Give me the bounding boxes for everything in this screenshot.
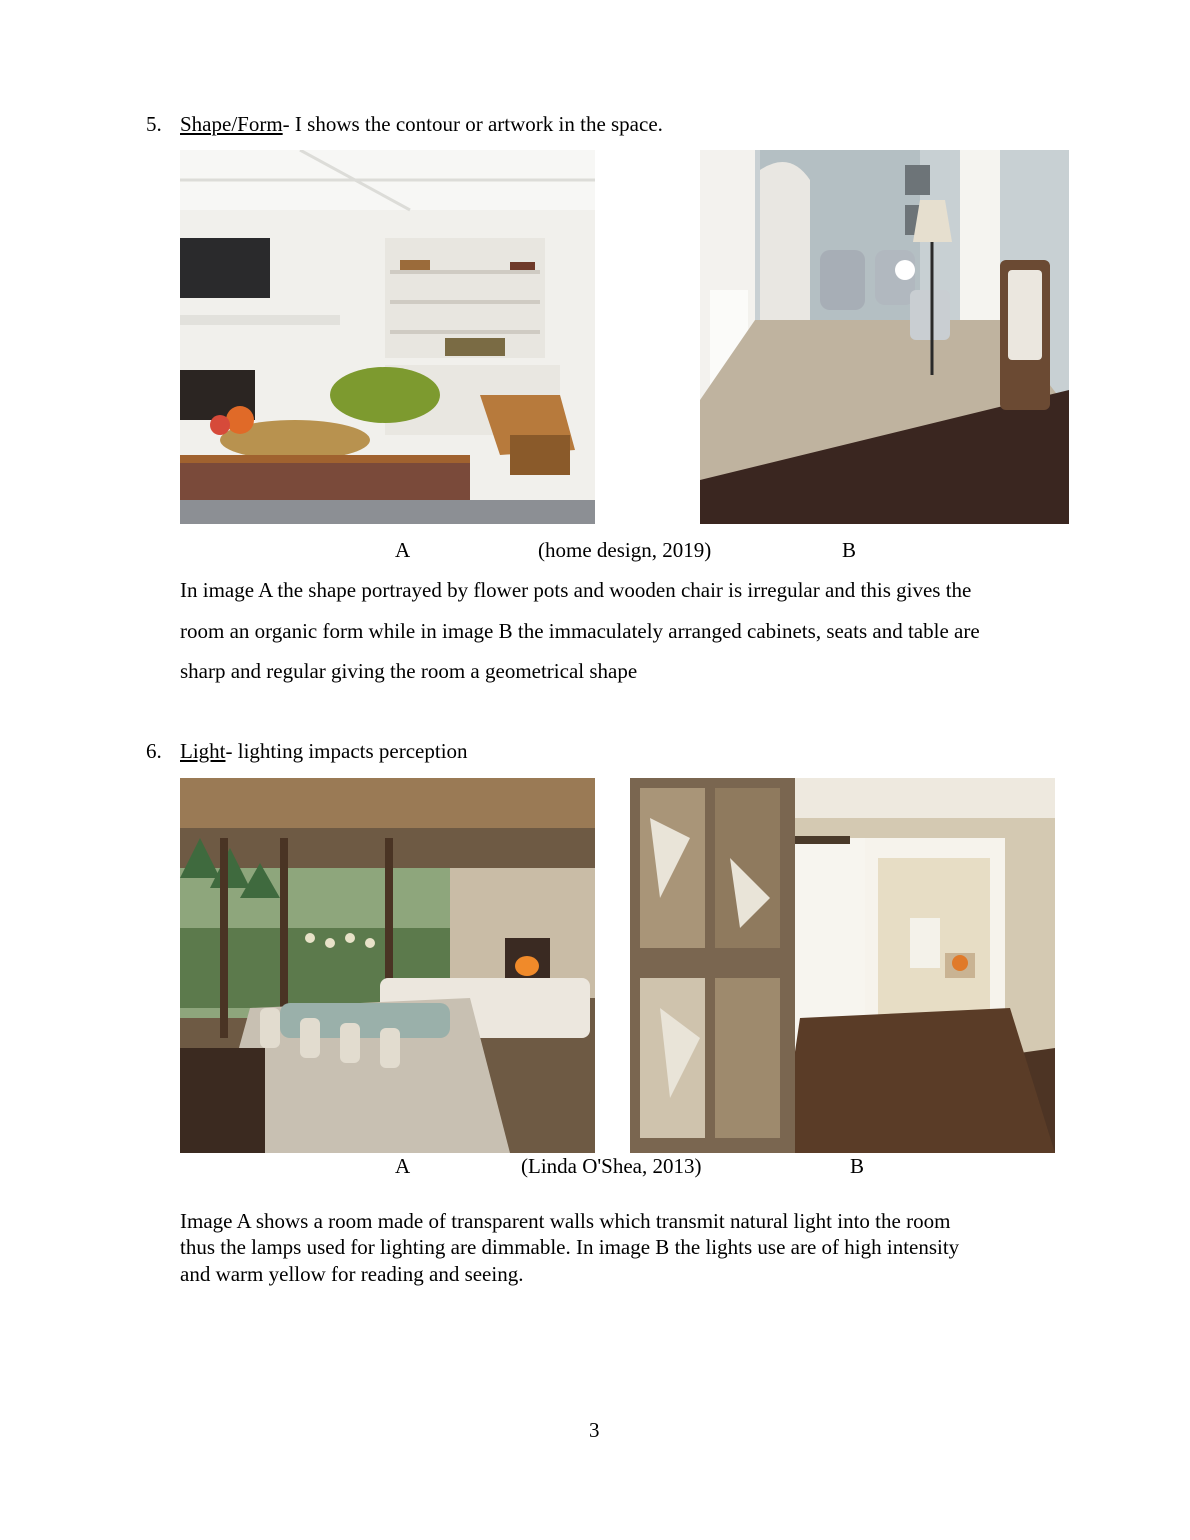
section-6-heading-term: Light: [180, 739, 226, 763]
paragraph-line: sharp and regular giving the room a geometrical shape: [180, 659, 638, 683]
image-label-a: A: [395, 1154, 411, 1178]
image-label-a: A: [395, 538, 411, 562]
paragraph-line: Image A shows a room made of transparent walls which transmit natural light into the room: [180, 1209, 951, 1233]
section-6-number: 6.: [146, 739, 162, 763]
paragraph-line: In image A the shape portrayed by flower pots and wooden chair is irregular and this gives the: [180, 578, 972, 602]
paragraph-line: and warm yellow for reading and seeing.: [180, 1262, 524, 1286]
paragraph-line: room an organic form while in image B the immaculately arranged cabinets, seats and table are: [180, 619, 980, 643]
section-6-heading: [180, 739, 468, 764]
shape-form-image-a: [180, 150, 595, 524]
image-label-b: B: [850, 1154, 865, 1178]
section-5-heading-rest: - I shows the contour or artwork in the space.: [282, 112, 663, 136]
section-5-heading-term: Shape/Form: [180, 112, 283, 136]
section-5-number: 5.: [146, 112, 162, 136]
image-label-b: B: [842, 538, 857, 562]
light-image-b: [630, 778, 1055, 1153]
image-source-citation: (home design, 2019): [538, 538, 712, 562]
image-source-citation: (Linda O'Shea, 2013): [521, 1154, 702, 1178]
shape-form-image-b: [700, 150, 1069, 524]
page-number: 3: [589, 1418, 600, 1442]
light-image-a: [180, 778, 595, 1153]
paragraph-line: thus the lamps used for lighting are dimmable. In image B the lights use are of high intensity: [180, 1235, 960, 1259]
section-5-heading: [180, 112, 663, 137]
section-6-heading-rest: - lighting impacts perception: [225, 739, 468, 763]
